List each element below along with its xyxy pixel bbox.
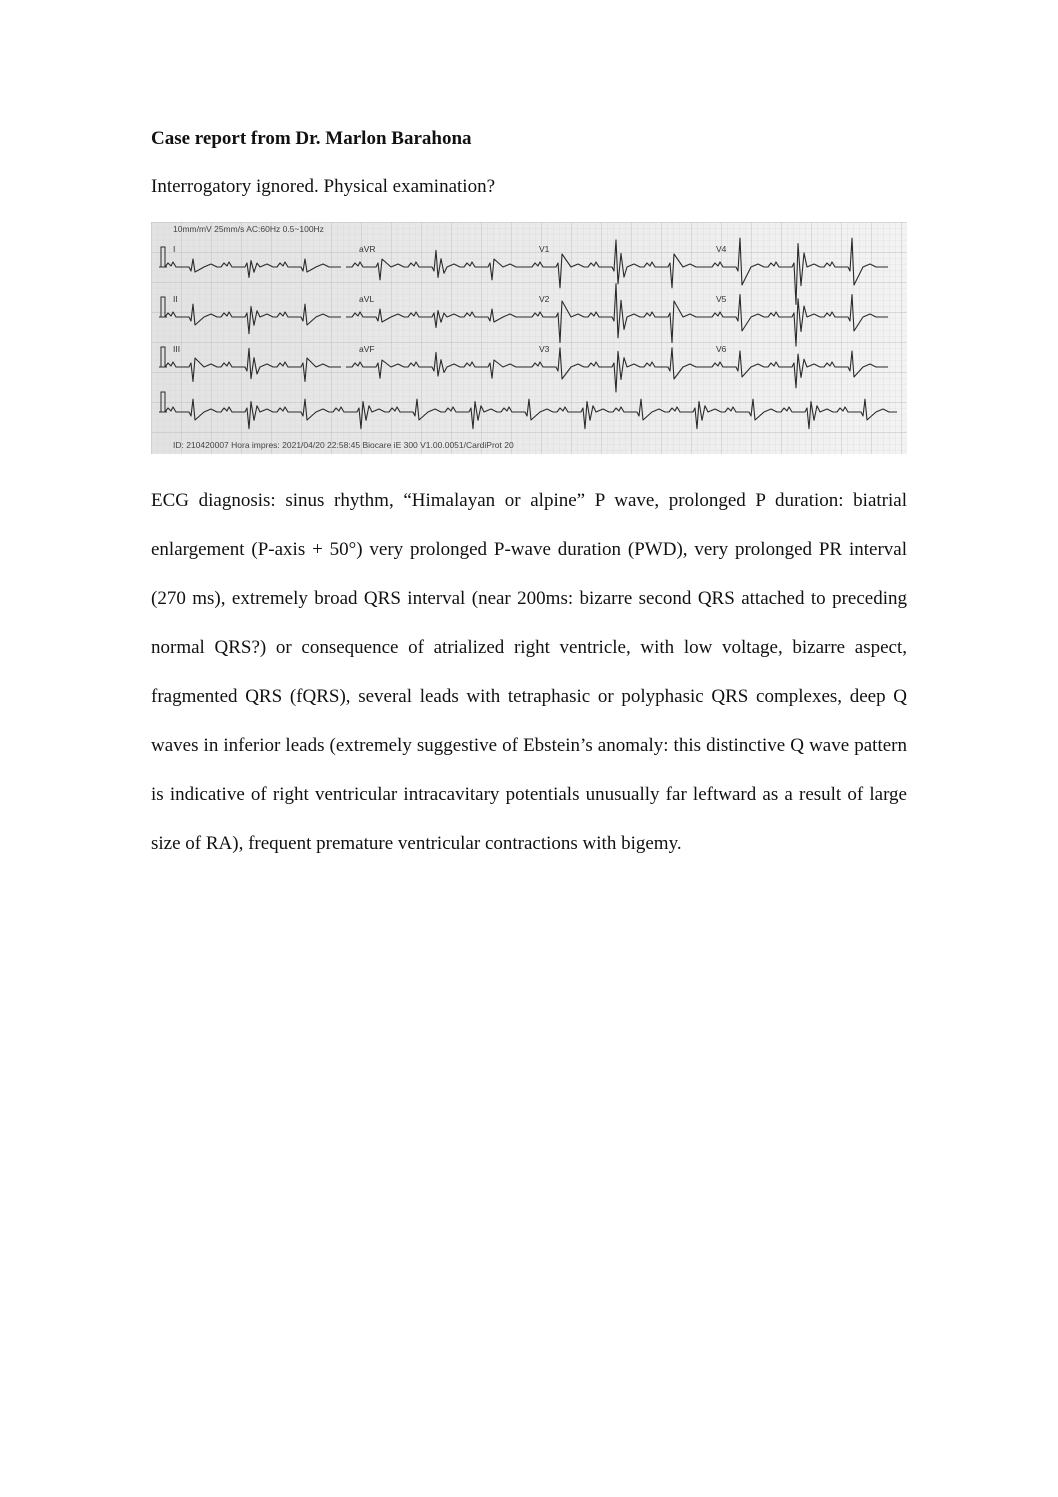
lead-label-v6: V6 [716,344,727,354]
lead-label-v2: V2 [539,294,550,304]
lead-label-avf: aVF [359,344,375,354]
lead-label-v5: V5 [716,294,727,304]
lead-label-iii: III [173,344,181,354]
lead-label-v1: V1 [539,244,550,254]
ecg-image [151,222,907,454]
ecg-footer-label: ID: 210420007 Hora impres: 2021/04/20 22:58:45 Biocare iE 300 V1.00.0051/CardiProt 20 [173,440,514,450]
lead-label-i: I [173,244,176,254]
ecg-tracing [151,222,907,454]
ecg-grid [151,222,907,454]
case-report-title: Case report from Dr. Marlon Barahona [151,128,472,149]
lead-label-avl: aVL [359,294,375,304]
lead-label-ii: II [173,294,178,304]
ecg-diagnosis-paragraph: ECG diagnosis: sinus rhythm, “Himalayan or alpine” P wave, prolonged P duration: biatrial enlargement (P-axis + 50°) very prolonged P-wave duration (PWD), very prolonged PR interval (270 ms), extremely broad QRS interval (near 200ms: bizarre second QRS attached to preceding normal QRS?) or consequence of atrialized right ventricle, with low voltage, bizarre aspect, fragmented QRS (fQRS), several leads with tetraphasic or polyphasic QRS complexes, deep Q waves in inferior leads (extremely suggestive of Ebstein’s anomaly: this distinctive Q wave pattern is indicative of right ventricular intracavitary potentials unusually far leftward as a result of large size of RA), frequent premature ventricular contractions with bigemy. [151,490,907,854]
lead-label-v3: V3 [539,344,550,354]
lead-label-v4: V4 [716,244,727,254]
intro-text: Interrogatory ignored. Physical examination? [151,176,496,197]
ecg-settings-label: 10mm/mV 25mm/s AC:60Hz 0.5~100Hz [173,224,324,234]
lead-label-avr: aVR [359,244,376,254]
